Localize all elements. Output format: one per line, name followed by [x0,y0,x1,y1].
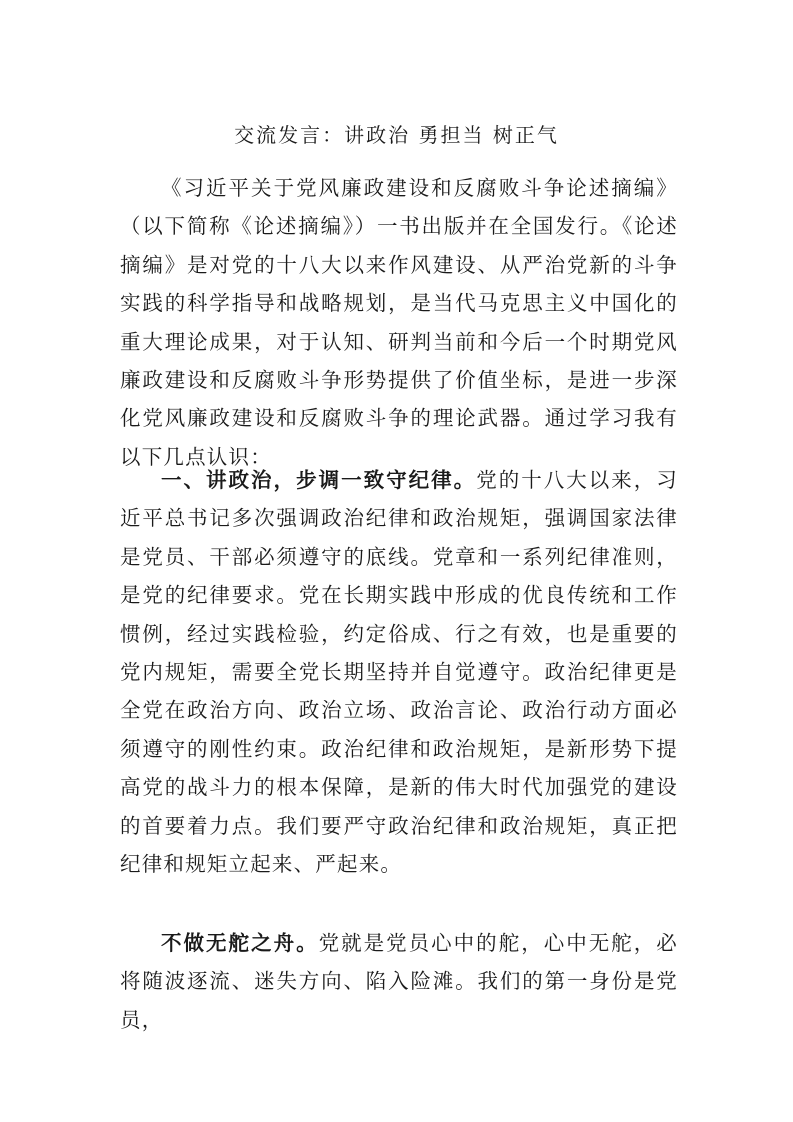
section-one-heading: 一、讲政治，步调一致守纪律。 [161,468,477,492]
section-one-body: 党的十八大以来，习近平总书记多次强调政治纪律和政治规矩，强调国家法律是党员、干部必须遵守的底线。党章和一系列纪律准则，是党的纪律要求。党在长期实践中形成的优良传统和工作惯例，经过实践检验，约定俗成、行之有效，也是重要的党内规矩，需要全党长期坚持并自觉遵守。政治纪律更是全党在政治方向、政治立场、政治言论、政治行动方面必须遵守的刚性约束。政治纪律和政治规矩，是新形势下提高党的战斗力的根本保障，是新的伟大时代加强党的建设的首要着力点。我们要严守政治纪律和政治规矩，真正把纪律和规矩立起来、严起来。 [120,468,678,877]
section-two-heading: 不做无舵之舟。 [161,931,319,955]
document-title: 交流发言：讲政治 勇担当 树正气 [234,123,559,147]
section-two-paragraph [120,924,678,1039]
intro-paragraph: 《习近平关于党风廉政建设和反腐败斗争论述摘编》（以下简称《论述摘编》）一书出版并在全国发行。《论述摘编》是对党的十八大以来作风建设、从严治党新的斗争实践的科学指导和战略规划，是当代马克思主义中国化的重大理论成果，对于认知、研判当前和今后一个时期党风廉政建设和反腐败斗争形势提供了价值坐标，是进一步深化党风廉政建设和反腐败斗争的理论武器。通过学习我有以下几点认识： [120,176,678,469]
section-two-body: 党就是党员心中的舵，心中无舵，必将随波逐流、迷失方向、陷入险滩。我们的第一身份是党员， [120,931,678,1032]
section-one-paragraph [120,461,678,883]
